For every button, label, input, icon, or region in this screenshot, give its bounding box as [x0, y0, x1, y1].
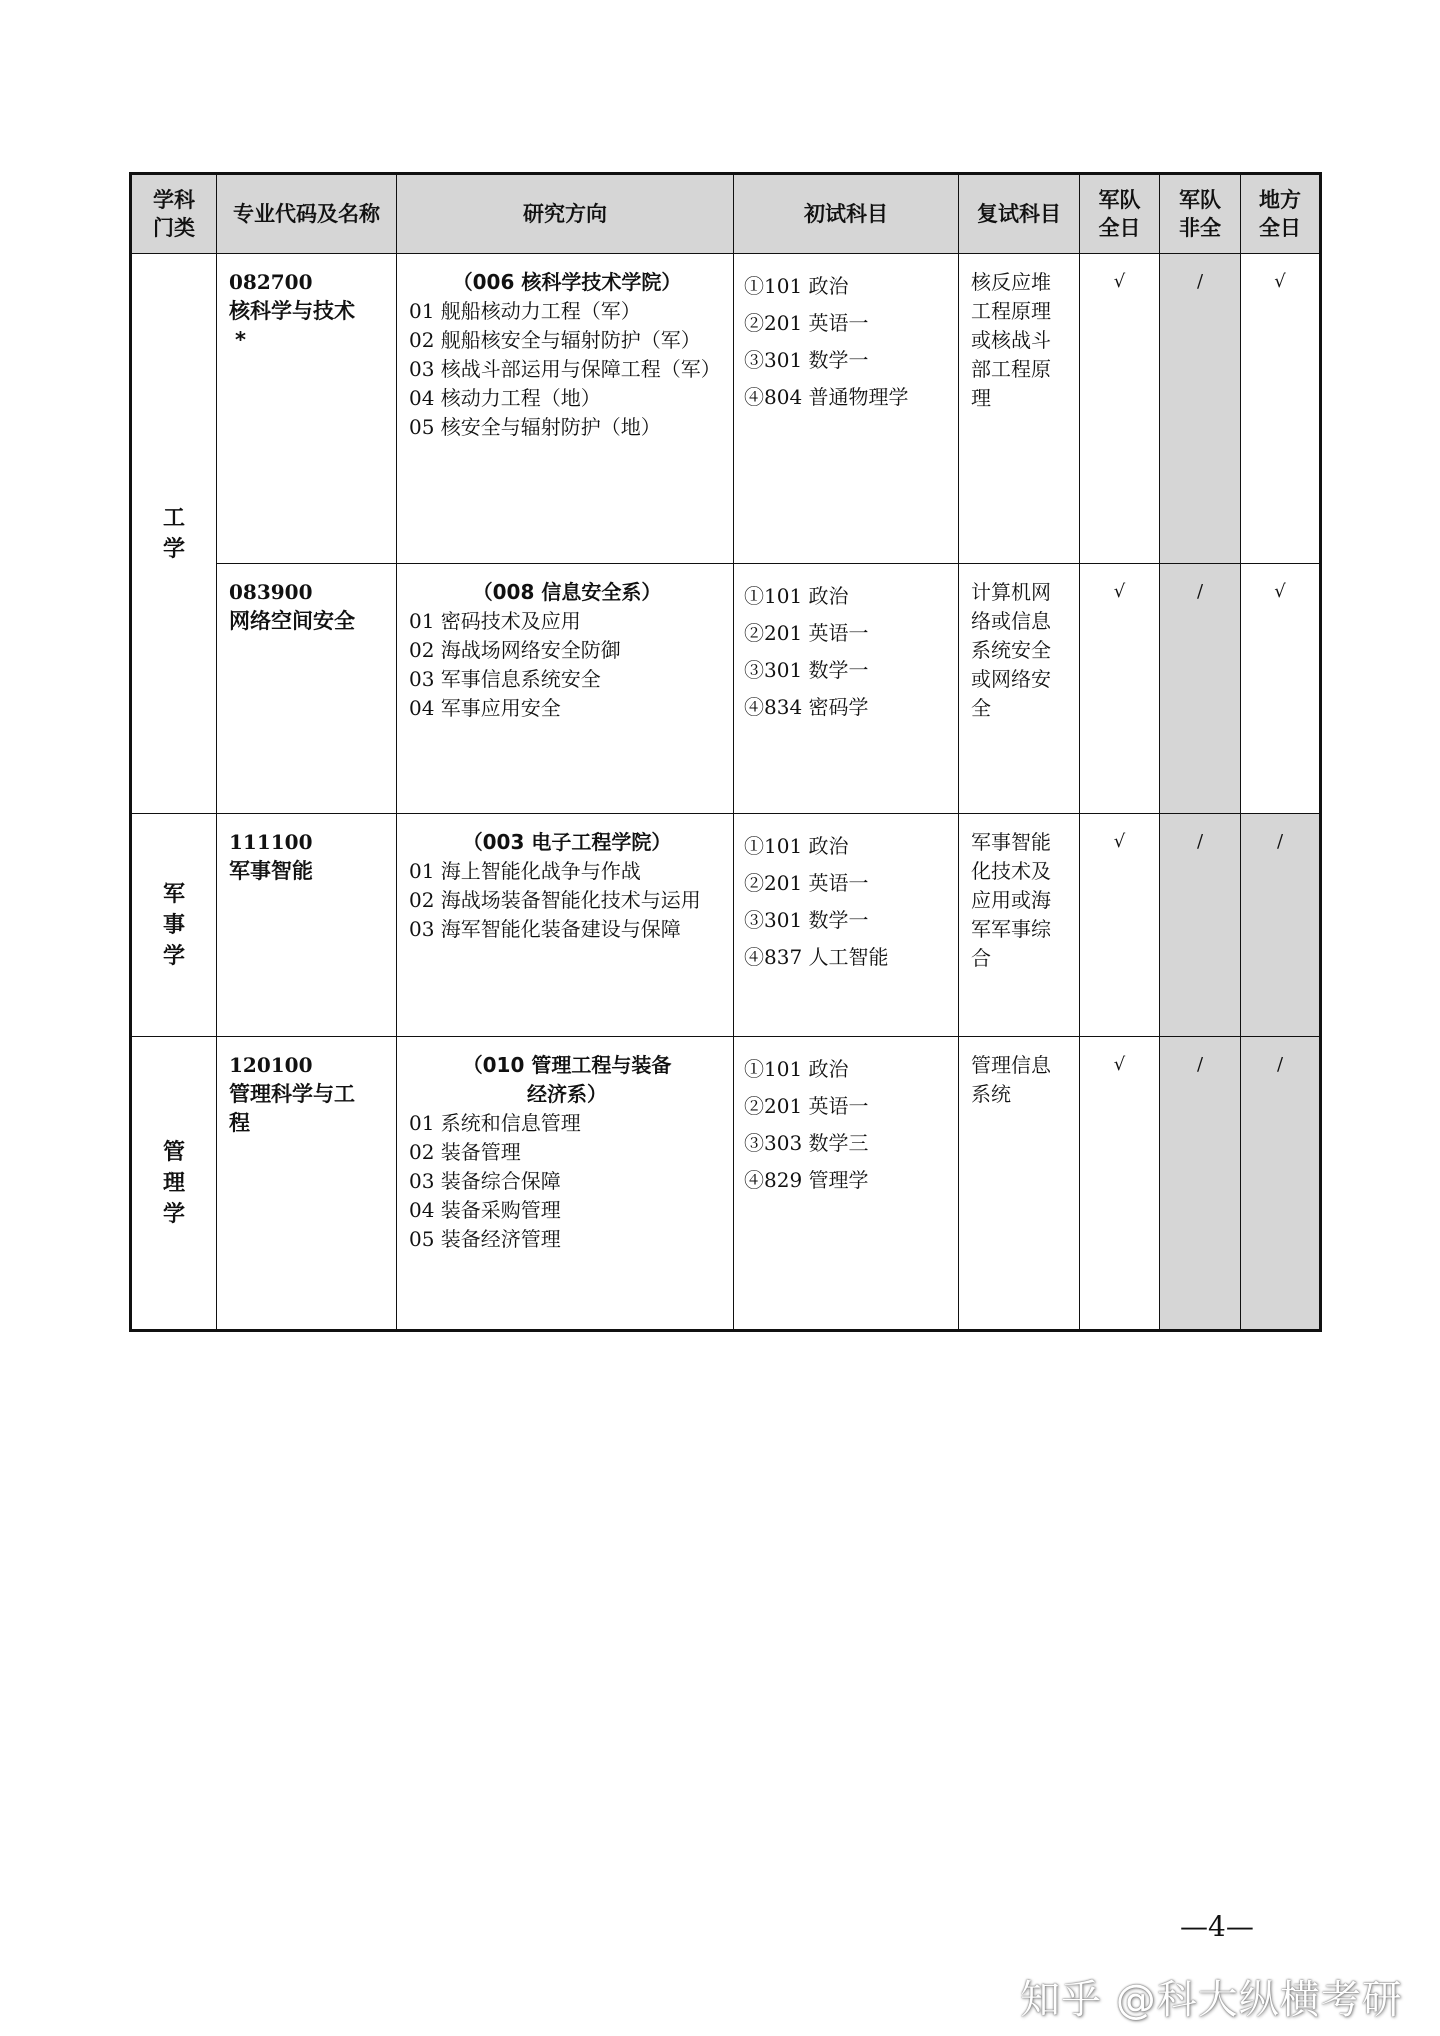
major-code: 083900 [229, 580, 313, 604]
page-number: —4— [1180, 1910, 1254, 1943]
category-label: 管理学 [162, 1139, 185, 1227]
direction-cell [397, 1037, 734, 1331]
header-major: 专业代码及名称 [217, 174, 397, 254]
header-row [131, 174, 1321, 254]
direction-item: 04 核动力工程（地） [409, 386, 601, 410]
department-name: （008 信息安全系） [472, 580, 662, 604]
exam-subject: ①101 政治 [744, 274, 849, 298]
direction-item: 05 装备经济管理 [409, 1227, 561, 1251]
direction-item: 05 核安全与辐射防护（地） [409, 415, 661, 439]
exam-subject: ③301 数学一 [744, 908, 869, 932]
header-direction: 研究方向 [397, 174, 734, 254]
exam-cell [734, 254, 959, 564]
retest-subject: 计算机网络或信息系统安全或网络安全 [971, 580, 1051, 720]
retest-subject: 军事智能化技术及应用或海军军事综合 [971, 830, 1051, 970]
major-code: 082700 [229, 270, 313, 294]
exam-subject: ②201 英语一 [744, 311, 869, 335]
exam-subject: ①101 政治 [744, 834, 849, 858]
department-name: （003 电子工程学院） [462, 830, 672, 854]
retest-cell [959, 564, 1080, 814]
major-name: 军事智能 [229, 859, 313, 883]
direction-item: 03 军事信息系统安全 [409, 667, 601, 691]
military-part-mark: / [1160, 1037, 1241, 1331]
exam-subject: ②201 英语一 [744, 621, 869, 645]
category-military-science [131, 814, 217, 1037]
direction-item: 03 装备综合保障 [409, 1169, 561, 1193]
exam-subject: ④829 管理学 [744, 1168, 869, 1192]
retest-subject: 管理信息系统 [971, 1053, 1051, 1106]
exam-subject: ④804 普通物理学 [744, 385, 909, 409]
direction-item: 03 核战斗部运用与保障工程（军） [409, 357, 721, 381]
watermark-text: 知乎 @科大纵横考研 [1020, 1977, 1403, 2023]
header-category: 学科门类 [131, 174, 217, 254]
local-full-mark: / [1241, 814, 1321, 1037]
major-cell [217, 814, 397, 1037]
major-code: 120100 [229, 1053, 313, 1077]
exam-subject: ①101 政治 [744, 584, 849, 608]
military-full-mark: √ [1080, 564, 1160, 814]
header-retest: 复试科目 [959, 174, 1080, 254]
department-name: （006 核科学技术学院） [452, 270, 682, 294]
exam-subject: ②201 英语一 [744, 871, 869, 895]
exam-subject: ①101 政治 [744, 1057, 849, 1081]
major-cell [217, 1037, 397, 1331]
table-row [131, 254, 1321, 564]
retest-cell [959, 1037, 1080, 1331]
exam-subject: ④834 密码学 [744, 695, 869, 719]
direction-item: 01 系统和信息管理 [409, 1111, 581, 1135]
header-initial-exam: 初试科目 [734, 174, 959, 254]
military-full-mark: √ [1080, 814, 1160, 1037]
retest-cell [959, 814, 1080, 1037]
exam-cell [734, 564, 959, 814]
admissions-table [129, 172, 1322, 1332]
major-code: 111100 [229, 830, 313, 854]
local-full-mark: √ [1241, 564, 1321, 814]
table-row [131, 1037, 1321, 1331]
category-management [131, 1037, 217, 1331]
military-full-mark: √ [1080, 254, 1160, 564]
exam-cell [734, 814, 959, 1037]
military-part-mark: / [1160, 814, 1241, 1037]
direction-cell [397, 254, 734, 564]
header-military-part: 军队非全 [1160, 174, 1241, 254]
table-row [131, 564, 1321, 814]
exam-cell [734, 1037, 959, 1331]
exam-subject: ④837 人工智能 [744, 945, 889, 969]
direction-item: 02 海战场网络安全防御 [409, 638, 621, 662]
category-label: 工学 [162, 505, 185, 562]
direction-item: 01 海上智能化战争与作战 [409, 859, 641, 883]
direction-item: 04 装备采购管理 [409, 1198, 561, 1222]
table-row [131, 814, 1321, 1037]
direction-item: 01 密码技术及应用 [409, 609, 581, 633]
local-full-mark: √ [1241, 254, 1321, 564]
local-full-mark: / [1241, 1037, 1321, 1331]
direction-cell [397, 814, 734, 1037]
exam-subject: ③303 数学三 [744, 1131, 869, 1155]
military-part-mark: / [1160, 254, 1241, 564]
direction-item: 04 军事应用安全 [409, 696, 561, 720]
exam-subject: ③301 数学一 [744, 658, 869, 682]
major-name: 网络空间安全 [229, 609, 355, 633]
direction-item: 02 舰船核安全与辐射防护（军） [409, 328, 701, 352]
military-part-mark: / [1160, 564, 1241, 814]
direction-item: 02 海战场装备智能化技术与运用 [409, 888, 701, 912]
major-cell [217, 254, 397, 564]
header-military-full: 军队全日 [1080, 174, 1160, 254]
retest-subject: 核反应堆工程原理或核战斗部工程原理 [971, 270, 1051, 410]
major-name: 核科学与技术 [229, 299, 355, 323]
military-full-mark: √ [1080, 1037, 1160, 1331]
category-label: 军事学 [162, 881, 185, 969]
major-name: 管理科学与工程 [229, 1082, 355, 1135]
department-name: （010 管理工程与装备经济系） [462, 1053, 672, 1106]
exam-subject: ②201 英语一 [744, 1094, 869, 1118]
major-name-mark: * [235, 328, 246, 352]
major-cell [217, 564, 397, 814]
category-engineering [131, 254, 217, 814]
direction-item: 03 海军智能化装备建设与保障 [409, 917, 681, 941]
header-local-full: 地方全日 [1241, 174, 1321, 254]
retest-cell [959, 254, 1080, 564]
exam-subject: ③301 数学一 [744, 348, 869, 372]
direction-item: 01 舰船核动力工程（军） [409, 299, 641, 323]
direction-item: 02 装备管理 [409, 1140, 521, 1164]
direction-cell [397, 564, 734, 814]
